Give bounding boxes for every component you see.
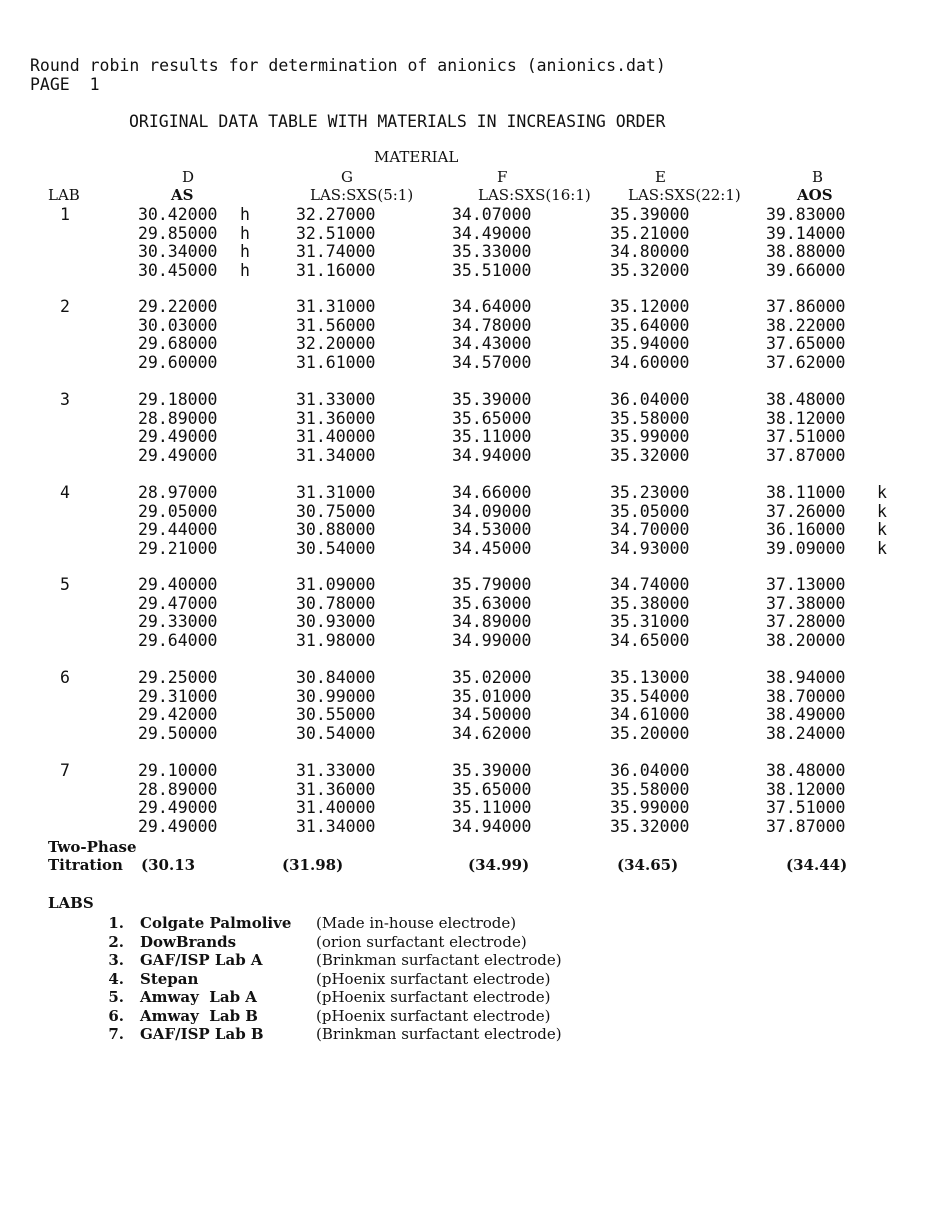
column-letter-e: E xyxy=(655,168,666,186)
table-subtitle: ORIGINAL DATA TABLE WITH MATERIALS IN INCREASING ORDER xyxy=(129,112,666,131)
table-cell-g: 30.55000 xyxy=(296,705,376,724)
table-cell-d: 29.85000 xyxy=(138,223,218,243)
table-cell-b: 37.87000 xyxy=(766,816,846,836)
table-cell-b: 38.48000 xyxy=(766,761,846,780)
table-cell-g: 30.84000 xyxy=(296,668,376,687)
table-cell-g: 30.54000 xyxy=(296,723,376,743)
column-letter-f: F xyxy=(497,168,508,186)
flag-marker: k xyxy=(877,483,887,502)
lab-number: 6 xyxy=(60,668,70,687)
table-cell-e: 35.31000 xyxy=(610,612,690,631)
table-cell-f: 35.01000 xyxy=(452,686,532,706)
table-cell-f: 35.11000 xyxy=(452,427,532,446)
table-cell-b: 37.62000 xyxy=(766,352,846,372)
table-cell-b: 37.87000 xyxy=(766,445,846,465)
table-cell-e: 35.32000 xyxy=(610,260,690,280)
table-cell-b: 39.83000 xyxy=(766,205,846,224)
table-cell-e: 35.99000 xyxy=(610,427,690,446)
document-title: Round robin results for determination of anionics (anionics.dat) xyxy=(30,56,666,75)
table-cell-g: 31.34000 xyxy=(296,816,376,836)
legend-index: 6. xyxy=(108,1006,124,1025)
table-cell-f: 35.51000 xyxy=(452,260,532,280)
table-cell-b: 38.12000 xyxy=(766,779,846,799)
table-cell-b: 38.20000 xyxy=(766,630,846,650)
column-letter-d: D xyxy=(182,168,195,186)
table-cell-d: 29.44000 xyxy=(138,520,218,539)
table-cell-e: 35.38000 xyxy=(610,593,690,613)
table-cell-e: 35.32000 xyxy=(610,816,690,836)
table-cell-g: 30.88000 xyxy=(296,520,376,539)
table-cell-e: 35.20000 xyxy=(610,723,690,743)
table-cell-b: 38.24000 xyxy=(766,723,846,743)
table-cell-f: 34.94000 xyxy=(452,445,532,465)
table-cell-b: 38.48000 xyxy=(766,390,846,409)
table-cell-g: 32.51000 xyxy=(296,223,376,243)
table-cell-d: 28.97000 xyxy=(138,483,218,502)
column-letter-g: G xyxy=(341,168,353,186)
table-cell-d: 28.89000 xyxy=(138,408,218,428)
table-cell-b: 38.11000 xyxy=(766,483,846,502)
table-cell-g: 31.31000 xyxy=(296,483,376,502)
titration-value-g: (31.98) xyxy=(282,856,344,874)
table-cell-b: 39.66000 xyxy=(766,260,846,280)
table-cell-g: 31.74000 xyxy=(296,242,376,261)
flag-marker: k xyxy=(877,520,887,539)
table-cell-f: 34.07000 xyxy=(452,205,532,224)
table-cell-g: 32.20000 xyxy=(296,334,376,353)
flag-marker: k xyxy=(877,538,887,558)
legend-index: 7. xyxy=(108,1025,124,1043)
table-cell-e: 35.39000 xyxy=(610,205,690,224)
table-cell-d: 29.64000 xyxy=(138,630,218,650)
table-cell-f: 34.43000 xyxy=(452,334,532,353)
table-cell-f: 35.39000 xyxy=(452,390,532,409)
table-cell-g: 31.40000 xyxy=(296,798,376,817)
table-cell-d: 29.33000 xyxy=(138,612,218,631)
table-cell-b: 38.49000 xyxy=(766,705,846,724)
flag-marker: k xyxy=(877,501,887,521)
table-cell-g: 30.54000 xyxy=(296,538,376,558)
table-cell-d: 29.31000 xyxy=(138,686,218,706)
table-cell-b: 38.94000 xyxy=(766,668,846,687)
table-cell-e: 34.61000 xyxy=(610,705,690,724)
table-cell-b: 37.65000 xyxy=(766,334,846,353)
table-cell-e: 35.54000 xyxy=(610,686,690,706)
table-cell-d: 29.10000 xyxy=(138,761,218,780)
flag-marker: h xyxy=(240,205,250,224)
table-cell-b: 37.28000 xyxy=(766,612,846,631)
table-cell-e: 35.12000 xyxy=(610,297,690,316)
table-cell-e: 35.94000 xyxy=(610,334,690,353)
table-cell-b: 37.13000 xyxy=(766,575,846,594)
flag-marker: h xyxy=(240,242,250,261)
legend-index: 3. xyxy=(108,951,124,969)
table-cell-b: 36.16000 xyxy=(766,520,846,539)
table-cell-d: 29.49000 xyxy=(138,427,218,446)
table-cell-e: 36.04000 xyxy=(610,761,690,780)
titration-value-d: (30.13 xyxy=(141,856,196,874)
table-cell-f: 35.65000 xyxy=(452,408,532,428)
table-cell-d: 29.49000 xyxy=(138,445,218,465)
table-cell-b: 37.51000 xyxy=(766,427,846,446)
material-label: MATERIAL xyxy=(374,148,459,166)
legend-lab-name: DowBrands xyxy=(140,932,237,951)
legend-lab-description: (pHoenix surfactant electrode) xyxy=(316,969,551,988)
table-cell-f: 34.57000 xyxy=(452,352,532,372)
lab-number: 5 xyxy=(60,575,70,594)
table-cell-f: 34.64000 xyxy=(452,297,532,316)
lab-column-header: LAB xyxy=(48,186,80,204)
table-cell-f: 34.49000 xyxy=(452,223,532,243)
table-cell-b: 39.09000 xyxy=(766,538,846,558)
table-cell-g: 31.98000 xyxy=(296,630,376,650)
table-cell-e: 35.58000 xyxy=(610,408,690,428)
lab-number: 4 xyxy=(60,483,70,502)
table-cell-g: 30.78000 xyxy=(296,593,376,613)
table-cell-g: 31.61000 xyxy=(296,352,376,372)
table-cell-f: 34.62000 xyxy=(452,723,532,743)
table-cell-f: 34.66000 xyxy=(452,483,532,502)
table-cell-f: 34.94000 xyxy=(452,816,532,836)
titration-value-b: (34.44) xyxy=(786,856,848,874)
table-cell-f: 35.11000 xyxy=(452,798,532,817)
legend-lab-description: (Brinkman surfactant electrode) xyxy=(316,951,562,969)
table-cell-e: 35.32000 xyxy=(610,445,690,465)
table-cell-f: 35.63000 xyxy=(452,593,532,613)
table-cell-g: 31.31000 xyxy=(296,297,376,316)
table-cell-g: 32.27000 xyxy=(296,205,376,224)
table-cell-e: 35.21000 xyxy=(610,223,690,243)
table-cell-g: 30.99000 xyxy=(296,686,376,706)
table-cell-f: 35.02000 xyxy=(452,668,532,687)
table-cell-g: 31.36000 xyxy=(296,408,376,428)
table-cell-e: 35.99000 xyxy=(610,798,690,817)
legend-index: 1. xyxy=(108,914,124,932)
column-sub-e: LAS:SXS(22:1) xyxy=(628,186,741,204)
flag-marker: h xyxy=(240,223,250,243)
table-cell-b: 37.86000 xyxy=(766,297,846,316)
table-cell-d: 29.50000 xyxy=(138,723,218,743)
legend-lab-description: (pHoenix surfactant electrode) xyxy=(316,988,551,1006)
column-sub-d: AS xyxy=(171,186,194,204)
table-cell-e: 34.70000 xyxy=(610,520,690,539)
legend-index: 4. xyxy=(108,969,124,988)
table-cell-d: 29.22000 xyxy=(138,297,218,316)
legend-lab-name: Amway Lab A xyxy=(140,988,257,1006)
titration-value-f: (34.99) xyxy=(468,856,530,874)
titration-label: Titration xyxy=(48,856,123,874)
table-cell-f: 34.53000 xyxy=(452,520,532,539)
table-cell-e: 35.23000 xyxy=(610,483,690,502)
lab-number: 1 xyxy=(60,205,70,224)
table-cell-d: 28.89000 xyxy=(138,779,218,799)
lab-number: 2 xyxy=(60,297,70,316)
table-cell-e: 35.58000 xyxy=(610,779,690,799)
column-letter-b: B xyxy=(812,168,824,186)
table-cell-f: 35.33000 xyxy=(452,242,532,261)
legend-lab-name: GAF/ISP Lab B xyxy=(140,1025,264,1043)
lab-number: 3 xyxy=(60,390,70,409)
table-cell-g: 31.33000 xyxy=(296,761,376,780)
table-cell-d: 29.68000 xyxy=(138,334,218,353)
table-cell-d: 30.03000 xyxy=(138,315,218,335)
labs-legend-title: LABS xyxy=(48,894,94,912)
flag-marker: h xyxy=(240,260,250,280)
titration-value-e: (34.65) xyxy=(617,856,679,874)
table-cell-b: 38.70000 xyxy=(766,686,846,706)
table-cell-g: 31.33000 xyxy=(296,390,376,409)
table-cell-e: 34.93000 xyxy=(610,538,690,558)
table-cell-e: 35.64000 xyxy=(610,315,690,335)
table-cell-d: 29.47000 xyxy=(138,593,218,613)
column-sub-b: AOS xyxy=(797,186,833,204)
table-cell-b: 38.22000 xyxy=(766,315,846,335)
table-cell-d: 29.60000 xyxy=(138,352,218,372)
table-cell-f: 34.89000 xyxy=(452,612,532,631)
table-cell-d: 30.34000 xyxy=(138,242,218,261)
table-cell-f: 34.45000 xyxy=(452,538,532,558)
table-cell-f: 35.39000 xyxy=(452,761,532,780)
table-cell-e: 34.74000 xyxy=(610,575,690,594)
legend-lab-description: (orion surfactant electrode) xyxy=(316,932,527,951)
table-cell-g: 31.56000 xyxy=(296,315,376,335)
table-cell-f: 35.65000 xyxy=(452,779,532,799)
table-cell-f: 34.09000 xyxy=(452,501,532,521)
lab-number: 7 xyxy=(60,761,70,780)
legend-lab-name: Stepan xyxy=(140,969,199,988)
legend-lab-name: GAF/ISP Lab A xyxy=(140,951,263,969)
table-cell-d: 29.40000 xyxy=(138,575,218,594)
legend-lab-name: Amway Lab B xyxy=(140,1006,258,1025)
table-cell-e: 34.65000 xyxy=(610,630,690,650)
page-number: PAGE 1 xyxy=(30,75,100,94)
table-cell-b: 37.26000 xyxy=(766,501,846,521)
table-cell-d: 29.49000 xyxy=(138,816,218,836)
table-cell-f: 35.79000 xyxy=(452,575,532,594)
table-cell-d: 30.42000 xyxy=(138,205,218,224)
table-cell-g: 31.16000 xyxy=(296,260,376,280)
table-cell-d: 29.49000 xyxy=(138,798,218,817)
table-cell-b: 38.88000 xyxy=(766,242,846,261)
table-cell-g: 31.40000 xyxy=(296,427,376,446)
legend-index: 2. xyxy=(108,932,124,951)
table-cell-e: 36.04000 xyxy=(610,390,690,409)
table-cell-d: 29.21000 xyxy=(138,538,218,558)
table-cell-f: 34.99000 xyxy=(452,630,532,650)
table-cell-g: 30.93000 xyxy=(296,612,376,631)
table-cell-e: 35.05000 xyxy=(610,501,690,521)
table-cell-g: 30.75000 xyxy=(296,501,376,521)
table-cell-d: 29.42000 xyxy=(138,705,218,724)
table-cell-g: 31.34000 xyxy=(296,445,376,465)
table-cell-b: 37.51000 xyxy=(766,798,846,817)
legend-lab-description: (pHoenix surfactant electrode) xyxy=(316,1006,551,1025)
table-cell-e: 35.13000 xyxy=(610,668,690,687)
table-cell-f: 34.78000 xyxy=(452,315,532,335)
legend-index: 5. xyxy=(108,988,124,1006)
legend-lab-description: (Made in-house electrode) xyxy=(316,914,517,932)
table-cell-d: 29.05000 xyxy=(138,501,218,521)
table-cell-d: 30.45000 xyxy=(138,260,218,280)
table-cell-e: 34.80000 xyxy=(610,242,690,261)
table-cell-d: 29.25000 xyxy=(138,668,218,687)
table-cell-b: 39.14000 xyxy=(766,223,846,243)
table-cell-d: 29.18000 xyxy=(138,390,218,409)
column-sub-g: LAS:SXS(5:1) xyxy=(310,186,414,204)
table-cell-g: 31.36000 xyxy=(296,779,376,799)
table-cell-e: 34.60000 xyxy=(610,352,690,372)
table-cell-f: 34.50000 xyxy=(452,705,532,724)
table-cell-g: 31.09000 xyxy=(296,575,376,594)
legend-lab-description: (Brinkman surfactant electrode) xyxy=(316,1025,562,1043)
two-phase-label: Two-Phase xyxy=(48,838,137,856)
column-sub-f: LAS:SXS(16:1) xyxy=(478,186,591,204)
table-cell-b: 38.12000 xyxy=(766,408,846,428)
legend-lab-name: Colgate Palmolive xyxy=(140,914,292,932)
table-cell-b: 37.38000 xyxy=(766,593,846,613)
